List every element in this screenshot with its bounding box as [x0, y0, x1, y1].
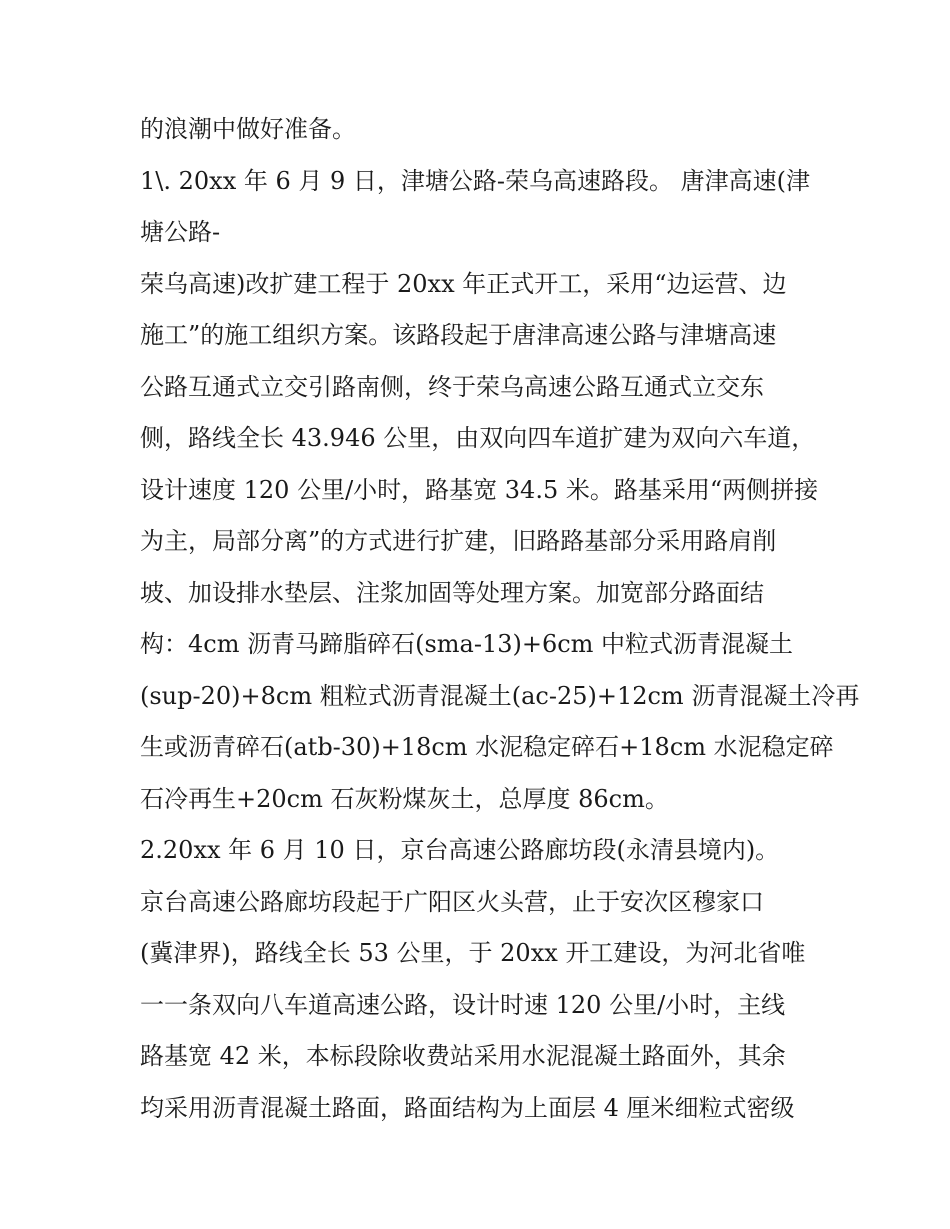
text-line: 荣乌高速)改扩建工程于 20xx 年正式开工，采用“边运营、边	[140, 270, 787, 298]
text-line: 均采用沥青混凝土路面，路面结构为上面层 4 厘米细粒式密级	[140, 1094, 795, 1122]
text-line: (冀津界)，路线全长 53 公里，于 20xx 开工建设，为河北省唯	[140, 939, 806, 967]
text-line: 京台高速公路廊坊段起于广阳区火头营，止于安次区穆家口	[140, 888, 764, 916]
text-line: 的浪潮中做好准备。	[140, 115, 356, 143]
text-line: 石冷再生+20cm 石灰粉煤灰土，总厚度 86cm。	[140, 785, 669, 813]
text-line: 路基宽 42 米，本标段除收费站采用水泥混凝土路面外，其余	[140, 1042, 786, 1070]
text-line: 为主，局部分离”的方式进行扩建，旧路路基部分采用路肩削	[140, 527, 777, 555]
text-line: 生或沥青碎石(atb-30)+18cm 水泥稳定碎石+18cm 水泥稳定碎	[140, 733, 834, 761]
text-line: 公路互通式立交引路南侧，终于荣乌高速公路互通式立交东	[140, 373, 764, 401]
text-line: 2.20xx 年 6 月 10 日，京台高速公路廊坊段(永清县境内)。	[140, 836, 780, 864]
text-line: 坡、加设排水垫层、注浆加固等处理方案。加宽部分路面结	[140, 579, 764, 607]
text-line: 施工”的施工组织方案。该路段起于唐津高速公路与津塘高速	[140, 321, 777, 349]
text-line: 一一条双向八车道高速公路，设计时速 120 公里/小时，主线	[140, 991, 786, 1019]
text-line: 塘公路-	[140, 218, 221, 246]
text-line: 侧，路线全长 43.946 公里，由双向四车道扩建为双向六车道，	[140, 424, 816, 452]
text-line: (sup-20)+8cm 粗粒式沥青混凝土(ac-25)+12cm 沥青混凝土冷再	[140, 682, 860, 710]
text-line: 1\. 20xx 年 6 月 9 日，津塘公路-荣乌高速路段。 唐津高速(津	[140, 167, 811, 195]
text-line: 构：4cm 沥青马蹄脂碎石(sma-13)+6cm 中粒式沥青混凝土	[140, 630, 794, 658]
text-line: 设计速度 120 公里/小时，路基宽 34.5 米。路基采用“两侧拼接	[140, 476, 819, 504]
